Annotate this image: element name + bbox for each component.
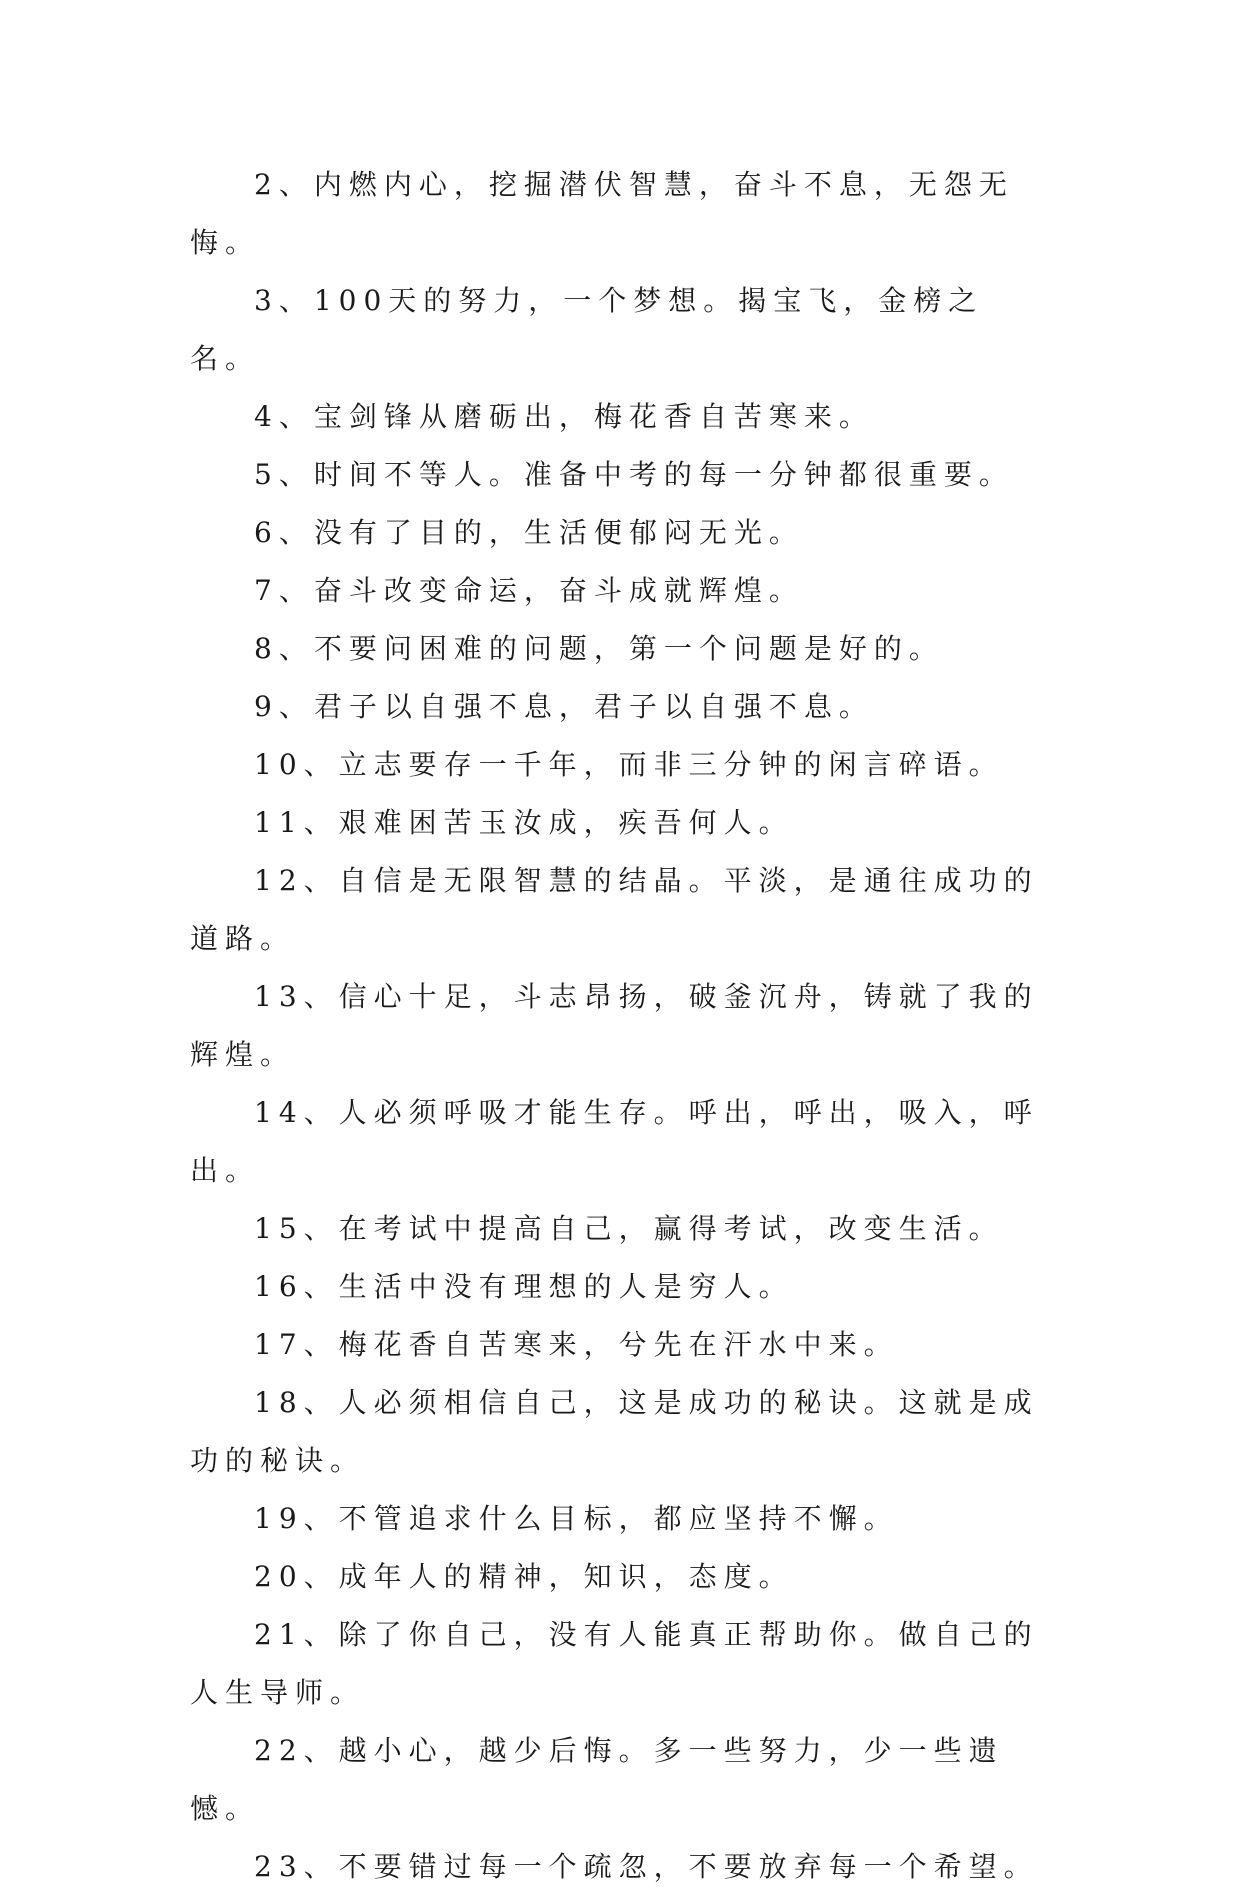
paragraph-5: 5、时间不等人。准备中考的每一分钟都很重要。: [254, 458, 1014, 491]
paragraph-15: 15、在考试中提高自己，赢得考试，改变生活。: [254, 1212, 1004, 1245]
paragraph-2: 2、内燃内心，挖掘潜伏智慧，奋斗不息，无怨无悔。: [190, 168, 1014, 259]
paragraph-18: 18、人必须相信自己，这是成功的秘诀。这就是成功的秘诀。: [190, 1386, 1039, 1477]
document-body: [190, 156, 1050, 1896]
paragraph-7: 7、奋斗改变命运，奋斗成就辉煌。: [254, 574, 804, 607]
paragraph-4: 4、宝剑锋从磨砺出，梅花香自苦寒来。: [254, 400, 874, 433]
paragraph-22: 22、越小心，越少后悔。多一些努力，少一些遗憾。: [190, 1734, 1004, 1825]
paragraph-20: 20、成年人的精神，知识，态度。: [254, 1560, 794, 1593]
paragraph-16: 16、生活中没有理想的人是穷人。: [254, 1270, 794, 1303]
paragraph-17: 17、梅花香自苦寒来，兮先在汗水中来。: [254, 1328, 899, 1361]
paragraph-14: 14、人必须呼吸才能生存。呼出，呼出，吸入，呼出。: [190, 1096, 1039, 1187]
paragraph-10: 10、立志要存一千年，而非三分钟的闲言碎语。: [254, 748, 1004, 781]
paragraph-9: 9、君子以自强不息，君子以自强不息。: [254, 690, 874, 723]
paragraph-23: 23、不要错过每一个疏忽，不要放弃每一个希望。: [254, 1850, 1039, 1883]
paragraph-13: 13、信心十足，斗志昂扬，破釜沉舟，铸就了我的辉煌。: [190, 980, 1039, 1071]
paragraph-6: 6、没有了目的，生活便郁闷无光。: [254, 516, 804, 549]
paragraph-3: 3、100天的努力，一个梦想。揭宝飞，金榜之名。: [190, 284, 984, 375]
paragraph-8: 8、不要问困难的问题，第一个问题是好的。: [254, 632, 944, 665]
paragraph-21: 21、除了你自己，没有人能真正帮助你。做自己的人生导师。: [190, 1618, 1039, 1709]
paragraph-19: 19、不管追求什么目标，都应坚持不懈。: [254, 1502, 899, 1535]
paragraph-11: 11、艰难困苦玉汝成，疾吾何人。: [254, 806, 794, 839]
paragraph-12: 12、自信是无限智慧的结晶。平淡，是通往成功的道路。: [190, 864, 1039, 955]
